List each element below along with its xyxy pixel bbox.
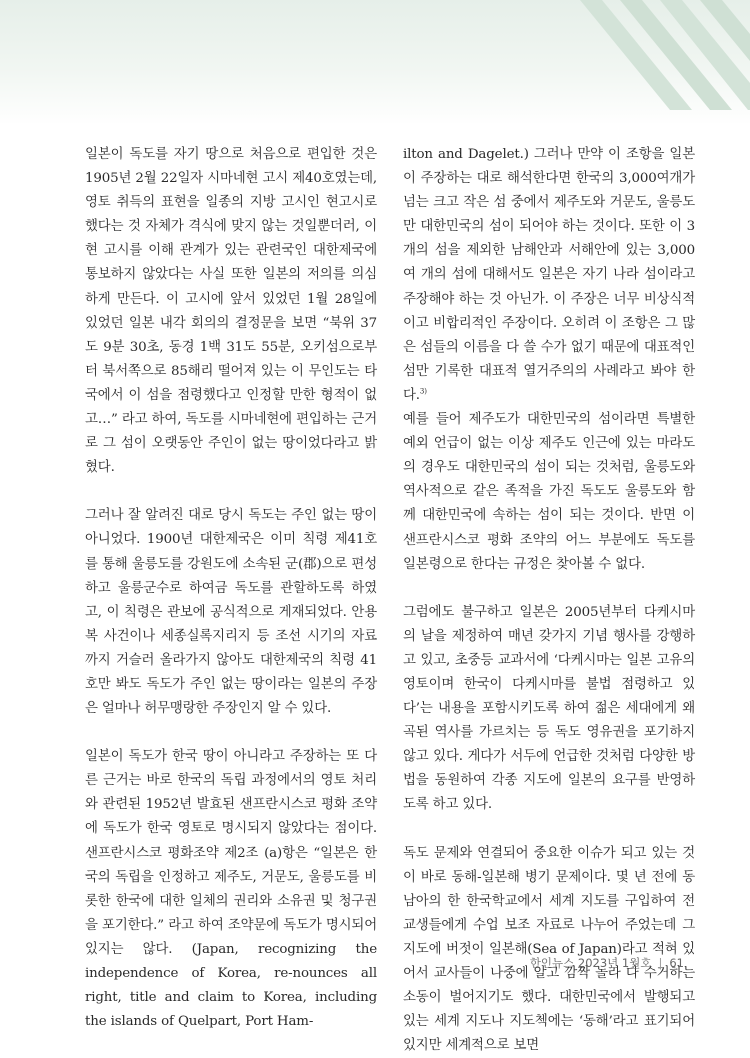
right-column xyxy=(403,143,695,1058)
left-column xyxy=(85,143,377,1034)
header-band xyxy=(0,0,750,125)
decorative-stripes xyxy=(540,0,750,110)
footnote-marker: 3) xyxy=(419,387,427,396)
paragraph-text: ilton and Dagelet.) 그러나 만약 이 조항을 일본이 주장하는 대로 해석한다면 한국의 3,000여개가 넘는 크고 작은 섬 중에서 제주도와 거문도, 울릉도만 대한민국의 섬이 되어야 하는 것이다. 또한 이 3개의 섬을 제외한 남해안과 서해안에 있는 3,000여 개의 섬에 대해서도 일본은 자기 나라 섬이라고 주장해야 하는 것 아닌가. 이 주장은 너무 비상식적이고 비합리적인 주장이다. 오히려 이 조항은 그 많은 섬들의 이름을 다 쓸 수가 없기 때문에 대표적인 섬만 기록한 대표적 열거주의의 사례라고 봐야 한다. xyxy=(403,147,695,403)
publication-name: 한인뉴스 2023년 1월호 xyxy=(529,956,652,970)
page-number: 61 xyxy=(669,956,684,970)
paragraph: 그러나 잘 알려진 대로 당시 독도는 주인 없는 땅이 아니었다. 1900년 대한제국은 이미 칙령 제41호를 통해 울릉도를 강원도에 소속된 군(郡)으로 편성하고 울릉군수로 하여금 독도를 관할하도록 하였고, 이 칙령은 관보에 공식적으로 게재되었다. 안용복 사건이나 세종실록지리지 등 조선 시기의 자료까지 거슬러 올라가지 않아도 대한제국의 칙령 41호만 봐도 독도가 주인 없는 땅이라는 일본의 주장은 얼마나 허무맹랑한 주장인지 알 수 있다. xyxy=(85,508,377,717)
footer-separator: | xyxy=(658,956,663,970)
paragraph: 예를 들어 제주도가 대한민국의 섬이라면 특별한 예외 언급이 없는 이상 제주도 인근에 있는 마라도의 경우도 대한민국의 섬이 되는 것처럼, 울릉도와 역사적으로 같은 족적을 가진 독도도 울릉도와 함께 대한민국에 속하는 섬이 되는 것이다. 반면 이 샌프란시스코 평화 조약의 어느 부분에도 독도를 일본령으로 한다는 규정은 찾아볼 수 없다. xyxy=(403,412,695,572)
paragraph: 일본이 독도가 한국 땅이 아니라고 주장하는 또 다른 근거는 바로 한국의 독립 과정에서의 영토 처리와 관련된 1952년 발효된 샌프란시스코 평화 조약에 독도가 한국 영토로 명시되지 않았다는 점이다. 샌프란시스코 평화조약 제2조 (a)항은 “일본은 한국의 독립을 인정하고 제주도, 거문도, 울릉도를 비롯한 한국에 대한 일체의 권리와 소유권 및 청구권을 포기한다.” 라고 하여 조약문에 독도가 명시되어 있지는 않다. (Japan, recognizing the independence of Korea, re-nounces all right, title and claim to Korea, including the islands of Quelpart, Port Ham- xyxy=(85,749,377,1030)
paragraph: 독도 문제와 연결되어 중요한 이슈가 되고 있는 것이 바로 동해-일본해 병기 문제이다. 몇 년 전에 동남아의 한 한국학교에서 세계 지도를 구입하여 전교생들에게 수업 보조 자료로 나누어 주었는데 그 지도에 버젓이 일본해(Sea of Japan)라고 적혀 있어서 교사들이 나중에 알고 깜짝 놀라 다 수거하는 소동이 벌어지기도 했다. 대한민국에서 발행되고 있는 세계 지도나 지도첵에는 ‘동해’라고 표기되어 있지만 세계적으로 보면 xyxy=(403,845,695,1054)
page-footer xyxy=(530,955,684,971)
paragraph: 그럼에도 불구하고 일본은 2005년부터 다케시마의 날을 제정하여 매년 갖가지 기념 행사를 강행하고 있고, 초중등 교과서에 ‘다케시마는 일본 고유의 영토이며 한국이 다케시마를 불법 점령하고 있다’는 내용을 포함시키도록 하여 젊은 세대에게 왜곡된 역사를 가르치는 등 독도 영유권을 포기하지 않고 있다. 게다가 서두에 언급한 것처럼 다양한 방법을 동원하여 각종 지도에 일본의 요구를 반영하도록 하고 있다. xyxy=(403,604,695,813)
paragraph xyxy=(403,143,695,408)
paragraph: 일본이 독도를 자기 땅으로 처음으로 편입한 것은 1905년 2월 22일자 시마네현 고시 제40호였는데, 영토 취득의 표현을 일종의 지방 고시인 현고시로 했다는 것 자체가 격식에 맞지 않는 것일뿐더러, 이 현 고시를 이해 관계가 있는 관련국인 대한제국에 통보하지 않았다는 사실 또한 일본의 저의를 의심하게 만든다. 이 고시에 앞서 있었던 1월 28일에 있었던 일본 내각 회의의 결정문을 보면 “북위 37도 9분 30초, 동경 1백 31도 55분, 오키섬으로부터 북서쪽으로 85해리 떨어져 있는 이 무인도는 타국에서 이 섬을 점령했다고 인정할 만한 형적이 없고…” 라고 하여, 독도를 시마네현에 편입하는 근거로 그 섬이 오랫동안 주인이 없는 땅이었다라고 밝혔다. xyxy=(85,147,377,476)
